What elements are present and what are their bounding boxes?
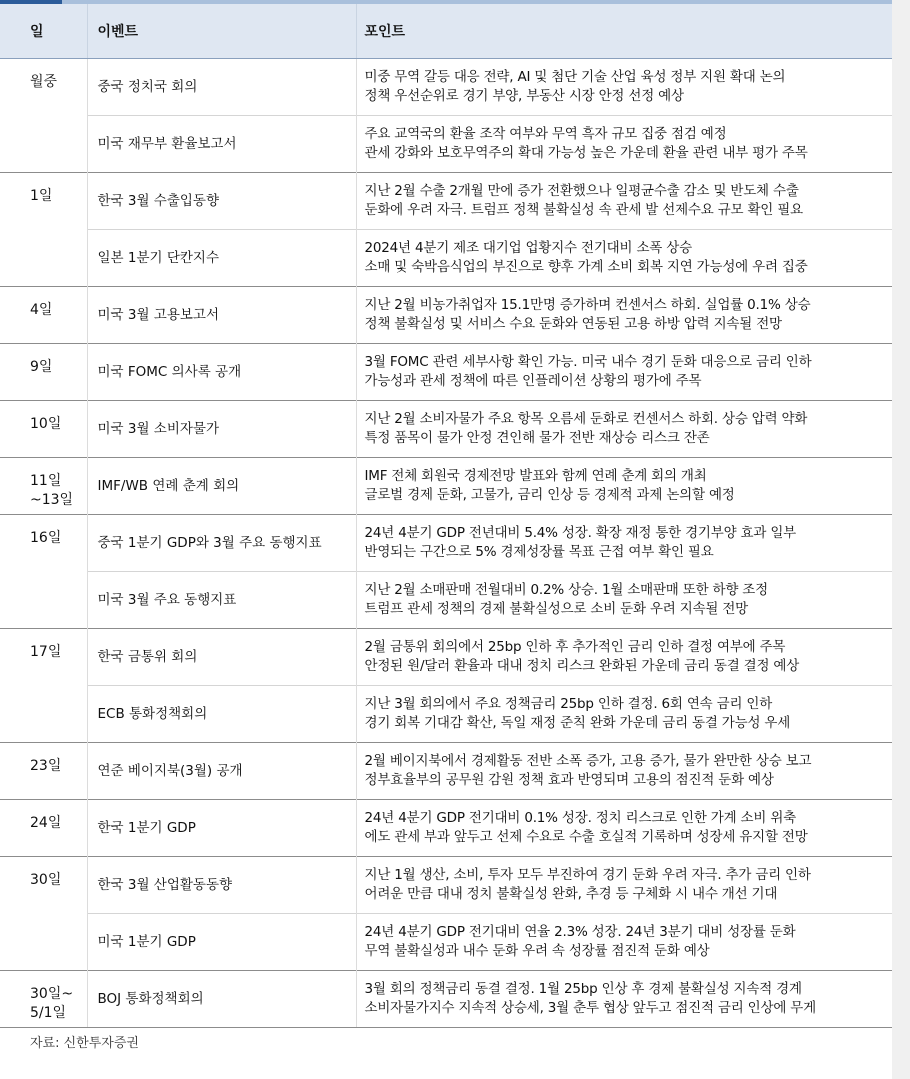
day-text: 24일 — [30, 815, 62, 831]
point-cell — [356, 344, 892, 401]
point-cell — [356, 287, 892, 344]
event-cell: IMF/WB 연례 춘계 회의 — [87, 458, 356, 515]
event-cell: 한국 금통위 회의 — [87, 629, 356, 686]
point-line: 무역 불확실성과 내수 둔화 우려 속 성장률 점진적 둔화 예상 — [364, 943, 710, 959]
point-line: 지난 3월 회의에서 주요 정책금리 25bp 인하 결정. 6회 연속 금리 인하 — [364, 696, 773, 712]
point-line: 2월 금통위 회의에서 25bp 인하 후 추가적인 금리 인하 결정 여부에 주목 — [364, 639, 786, 655]
point-cell — [356, 800, 892, 857]
point-line: 글로벌 경제 둔화, 고물가, 금리 인상 등 경제적 과제 논의할 예정 — [364, 487, 735, 503]
day-cell — [0, 800, 87, 857]
event-cell: 한국 1분기 GDP — [87, 800, 356, 857]
header-event: 이벤트 — [87, 4, 356, 59]
day-text: 5/1일 — [30, 1005, 67, 1021]
point-line: 3월 FOMC 관련 세부사항 확인 가능. 미국 내수 경기 둔화 대응으로 금리 인하 — [364, 354, 812, 370]
table-row — [0, 344, 892, 401]
event-cell: 중국 정치국 회의 — [87, 59, 356, 116]
point-line: 24년 4분기 GDP 전기대비 0.1% 성장. 정치 리스크로 인한 가계 소비 위축 — [364, 810, 796, 826]
point-line: 트럼프 관세 정책의 경제 불확실성으로 소비 둔화 우려 지속될 전망 — [364, 601, 749, 617]
day-cell — [0, 971, 87, 1028]
table-row — [0, 59, 892, 116]
point-line: IMF 전체 회원국 경제전망 발표와 함께 연례 춘계 회의 개최 — [364, 468, 707, 484]
point-line: 24년 4분기 GDP 전년대비 5.4% 성장. 확장 재정 통한 경기부양 효과 일부 — [364, 525, 796, 541]
point-line: 24년 4분기 GDP 전기대비 연율 2.3% 성장. 24년 3분기 대비 성장률 둔화 — [364, 924, 796, 940]
point-line: 가능성과 관세 정책에 따른 인플레이션 상황의 평가에 주목 — [364, 373, 702, 389]
table-row — [0, 173, 892, 230]
table-row — [0, 971, 892, 1028]
event-cell: 미국 3월 주요 동행지표 — [87, 572, 356, 629]
point-cell — [356, 572, 892, 629]
point-cell — [356, 857, 892, 914]
event-cell: 미국 3월 소비자물가 — [87, 401, 356, 458]
day-cell — [0, 857, 87, 971]
event-cell: BOJ 통화정책회의 — [87, 971, 356, 1028]
day-cell — [0, 344, 87, 401]
source-note: 자료: 신한투자증권 — [30, 1036, 139, 1051]
day-cell — [0, 173, 87, 287]
day-cell — [0, 458, 87, 515]
table-row — [0, 572, 892, 629]
event-cell: 미국 FOMC 의사록 공개 — [87, 344, 356, 401]
event-cell: 한국 3월 수출입동향 — [87, 173, 356, 230]
point-line: 지난 1월 생산, 소비, 투자 모두 부진하여 경기 둔화 우려 자극. 추가 금리 인하 — [364, 867, 811, 883]
table-row — [0, 629, 892, 686]
point-cell — [356, 914, 892, 971]
day-cell — [0, 287, 87, 344]
point-cell — [356, 173, 892, 230]
event-cell: 중국 1분기 GDP와 3월 주요 동행지표 — [87, 515, 356, 572]
point-cell — [356, 230, 892, 287]
point-line: 특정 품목이 물가 안정 견인해 물가 전반 재상승 리스크 잔존 — [364, 430, 710, 446]
point-line: 지난 2월 소비자물가 주요 항목 오름세 둔화로 컨센서스 하회. 상승 압력 약화 — [364, 411, 808, 427]
day-text: 9일 — [30, 359, 53, 375]
point-line: 지난 2월 소매판매 전월대비 0.2% 상승. 1월 소매판매 또한 하향 조정 — [364, 582, 768, 598]
day-cell — [0, 629, 87, 743]
table-body — [0, 59, 892, 1028]
point-cell — [356, 743, 892, 800]
day-cell — [0, 515, 87, 629]
day-text: 23일 — [30, 758, 62, 774]
day-cell — [0, 59, 87, 173]
day-cell — [0, 743, 87, 800]
event-cell: 미국 3월 고용보고서 — [87, 287, 356, 344]
point-line: 3월 회의 정책금리 동결 결정. 1월 25bp 인상 후 경제 불확실성 지속적 경계 — [364, 981, 802, 997]
day-text: 월중 — [30, 74, 58, 90]
event-cell: 미국 1분기 GDP — [87, 914, 356, 971]
event-schedule-table — [0, 4, 892, 1028]
point-line: 지난 2월 수출 2개월 만에 증가 전환했으나 일평균수출 감소 및 반도체 수출 — [364, 183, 799, 199]
table-header-row — [0, 4, 892, 59]
day-text: 11일 — [30, 473, 62, 489]
point-cell — [356, 686, 892, 743]
point-line: 경기 회복 기대감 확산, 독일 재정 준칙 완화 가운데 금리 동결 가능성 우세 — [364, 715, 791, 731]
day-text: 10일 — [30, 416, 62, 432]
header-point: 포인트 — [356, 4, 892, 59]
point-line: 둔화에 우려 자극. 트럼프 정책 불확실성 속 관세 발 선제수요 규모 확인 필요 — [364, 202, 803, 218]
table-row — [0, 857, 892, 914]
header-day: 일 — [0, 4, 87, 59]
table-row — [0, 800, 892, 857]
table-row — [0, 914, 892, 971]
table-row — [0, 287, 892, 344]
event-cell: ECB 통화정책회의 — [87, 686, 356, 743]
day-text: 30일~ — [30, 986, 74, 1002]
point-cell — [356, 971, 892, 1028]
day-text: 4일 — [30, 302, 53, 318]
table-row — [0, 743, 892, 800]
point-line: 2월 베이지북에서 경제활동 전반 소폭 증가, 고용 증가, 물가 완만한 상승 보고 — [364, 753, 812, 769]
point-line: 관세 강화와 보호무역주의 확대 가능성 높은 가운데 환율 관련 내부 평가 주목 — [364, 145, 808, 161]
day-text: 30일 — [30, 872, 62, 888]
day-cell — [0, 401, 87, 458]
point-line: 정책 우선순위로 경기 부양, 부동산 시장 안정 선정 예상 — [364, 88, 684, 104]
table-row — [0, 230, 892, 287]
table-row — [0, 686, 892, 743]
point-line: 정부효율부의 공무원 감원 정책 효과 반영되며 고용의 점진적 둔화 예상 — [364, 772, 774, 788]
point-line: 반영되는 구간으로 5% 경제성장률 목표 근접 여부 확인 필요 — [364, 544, 714, 560]
day-text: 17일 — [30, 644, 62, 660]
point-cell — [356, 458, 892, 515]
point-line: 소비자물가지수 지속적 상승세, 3월 춘투 협상 앞두고 점진적 금리 인상에 무게 — [364, 1000, 816, 1016]
point-line: 지난 2월 비농가취업자 15.1만명 증가하며 컨센서스 하회. 실업률 0.1% 상승 — [364, 297, 811, 313]
day-text: 1일 — [30, 188, 53, 204]
table-row — [0, 458, 892, 515]
day-text: ~13일 — [30, 492, 74, 508]
table-row — [0, 116, 892, 173]
point-line: 안정된 원/달러 환율과 대내 정치 리스크 완화된 가운데 금리 동결 결정 예상 — [364, 658, 800, 674]
event-cell: 미국 재무부 환율보고서 — [87, 116, 356, 173]
point-cell — [356, 116, 892, 173]
point-line: 소매 및 숙박음식업의 부진으로 향후 가계 소비 회복 지연 가능성에 우려 집중 — [364, 259, 808, 275]
point-line: 2024년 4분기 제조 대기업 업황지수 전기대비 소폭 상승 — [364, 240, 692, 256]
table-row — [0, 515, 892, 572]
point-cell — [356, 401, 892, 458]
point-line: 미중 무역 갈등 대응 전략, AI 및 첨단 기술 산업 육성 정부 지원 확대 논의 — [364, 69, 786, 85]
point-line: 주요 교역국의 환율 조작 여부와 무역 흑자 규모 집중 점검 예정 — [364, 126, 727, 142]
point-line: 에도 관세 부과 앞두고 선제 수요로 수출 호실적 기록하며 성장세 유지할 전망 — [364, 829, 808, 845]
event-cell: 한국 3월 산업활동동향 — [87, 857, 356, 914]
point-cell — [356, 59, 892, 116]
table-row — [0, 401, 892, 458]
event-cell: 연준 베이지북(3월) 공개 — [87, 743, 356, 800]
point-line: 정책 불확실성 및 서비스 수요 둔화와 연동된 고용 하방 압력 지속될 전망 — [364, 316, 782, 332]
point-line: 어려운 만큼 대내 정치 불확실성 완화, 추경 등 구체화 시 내수 개선 기대 — [364, 886, 778, 902]
day-text: 16일 — [30, 530, 62, 546]
point-cell — [356, 629, 892, 686]
point-cell — [356, 515, 892, 572]
event-cell: 일본 1분기 단칸지수 — [87, 230, 356, 287]
